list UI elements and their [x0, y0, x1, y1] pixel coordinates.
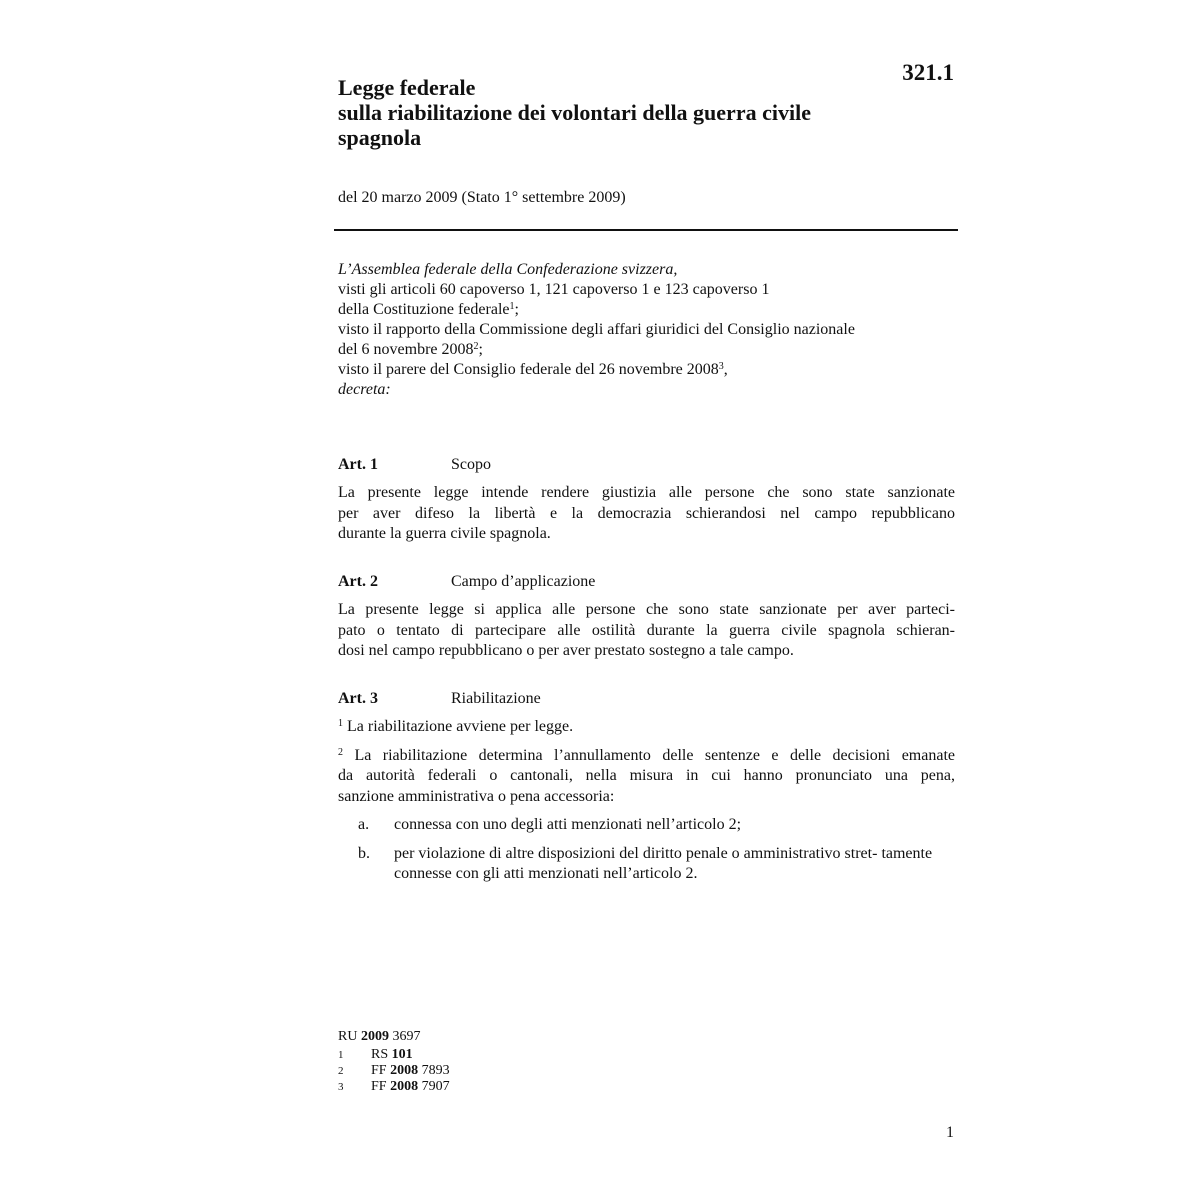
date-line: del 20 marzo 2009 (Stato 1° settembre 2009): [338, 189, 626, 206]
title-line: spagnola: [338, 125, 422, 150]
list-letter: a.: [358, 816, 370, 833]
preamble-punct: ,: [723, 361, 728, 378]
footnote-number: 3: [338, 1081, 344, 1093]
preamble-line: [338, 340, 958, 360]
footnote-bold: 2008: [390, 1079, 419, 1094]
article-paragraph: [338, 746, 955, 808]
ru-prefix: RU: [338, 1029, 358, 1044]
text-line: sanzione amministrativa o pena accessoria:: [338, 787, 615, 805]
paragraph-number: 2: [338, 746, 343, 758]
footnote-number: 2: [338, 1065, 344, 1077]
article-2: [338, 572, 955, 662]
ru-page: 3697: [392, 1029, 421, 1044]
article-number: Art. 2: [338, 573, 378, 590]
paragraph-text: La riabilitazione determina l’annullamento delle sentenze e delle decisioni emanate: [343, 746, 955, 764]
preamble-line: visti gli articoli 60 capoverso 1, 121 capoverso 1 e 123 capoverso 1: [338, 281, 770, 298]
page-number: 1: [946, 1124, 954, 1141]
preamble-punct: ;: [514, 301, 519, 318]
footnote-text: [371, 1047, 413, 1063]
footnote: [338, 1079, 450, 1095]
text-line: La presente legge si applica alle persone che sono state sanzionate per aver parteci-: [338, 601, 955, 618]
footnote-bold: 2008: [390, 1063, 419, 1078]
paragraph-text: La riabilitazione avviene per legge.: [343, 718, 574, 735]
footnote-text: [371, 1063, 450, 1079]
paragraph-number: 1: [338, 718, 343, 729]
footnotes: [338, 1029, 450, 1095]
footnote-ref[interactable]: 3: [718, 361, 724, 372]
article-1: [338, 455, 955, 545]
document-number: 321.1: [902, 60, 954, 85]
article-title: Campo d’applicazione: [451, 573, 596, 590]
text-line: pato o tentato di partecipare alle ostilità durante la guerra civile spagnola schieran-: [338, 621, 955, 639]
footnote-ref[interactable]: 1: [509, 301, 515, 312]
footnote-ref[interactable]: 2: [473, 341, 479, 352]
text-line: dosi nel campo repubblicano o per aver prestato sostegno a tale campo.: [338, 642, 794, 659]
preamble-line: visto il rapporto della Commissione degli affari giuridici del Consiglio nazionale: [338, 321, 855, 338]
preamble-text: della Costituzione federale: [338, 301, 510, 318]
preamble-text: del 6 novembre 2008: [338, 341, 474, 358]
text-line: da autorità federali o cantonali, nella misura in cui hanno pronunciato una pena,: [338, 767, 955, 784]
article-3: [338, 689, 955, 885]
ru-reference: [338, 1029, 450, 1045]
footnote-rest: 7893: [421, 1063, 450, 1078]
article-title: Scopo: [451, 456, 491, 473]
footnote-prefix: FF: [371, 1063, 387, 1078]
text-line: connessa con uno degli atti menzionati nell’articolo 2;: [394, 816, 742, 833]
list-text: [394, 815, 955, 836]
text-line: [338, 746, 955, 767]
article-number: Art. 3: [338, 690, 378, 707]
list-item: [338, 815, 955, 836]
article-heading: [338, 455, 955, 475]
article-number: Art. 1: [338, 456, 378, 473]
text-line: per aver difeso la libertà e la democrazia schierandosi nel campo repubblicano: [338, 504, 955, 522]
article-heading: [338, 572, 955, 592]
preamble-line: [338, 360, 958, 380]
article-paragraph: [338, 717, 955, 738]
header-divider: [334, 229, 958, 231]
article-title: Riabilitazione: [451, 690, 541, 707]
article-paragraph: [338, 483, 955, 545]
footnote-rest: 7907: [421, 1079, 450, 1094]
preamble-assembly: L’Assemblea federale della Confederazione svizzera,: [338, 261, 678, 278]
document-title: [338, 75, 898, 150]
footnote-number: 1: [338, 1049, 344, 1061]
article-heading: [338, 689, 955, 709]
footnote: [338, 1063, 450, 1079]
text-line: La presente legge intende rendere giustizia alle persone che sono state sanzionate: [338, 484, 955, 501]
title-line: Legge federale: [338, 75, 476, 100]
text-line: durante la guerra civile spagnola.: [338, 525, 551, 542]
preamble-line: [338, 300, 958, 320]
title-line: sulla riabilitazione dei volontari della guerra civile: [338, 100, 811, 125]
text-line: [338, 717, 955, 738]
text-line: per violazione di altre disposizioni del diritto penale o amministrativo stret-: [394, 844, 878, 862]
footnote: [338, 1047, 450, 1063]
footnote-prefix: FF: [371, 1079, 387, 1094]
preamble-text: visto il parere del Consiglio federale del 26 novembre 2008: [338, 361, 719, 378]
preamble-punct: ;: [478, 341, 483, 358]
footnote-bold: 101: [391, 1047, 413, 1062]
article-paragraph: [338, 600, 955, 662]
preamble: [338, 260, 958, 400]
footnote-prefix: RS: [371, 1047, 389, 1062]
list-text: [394, 844, 955, 885]
list-letter: b.: [358, 844, 370, 862]
list-item: [338, 844, 955, 885]
preamble-decreta: decreta:: [338, 381, 391, 398]
footnote-text: [371, 1079, 450, 1095]
text-line: tamente connesse con gli atti menzionati nell’articolo 2.: [394, 844, 933, 882]
ru-year: 2009: [360, 1029, 389, 1044]
